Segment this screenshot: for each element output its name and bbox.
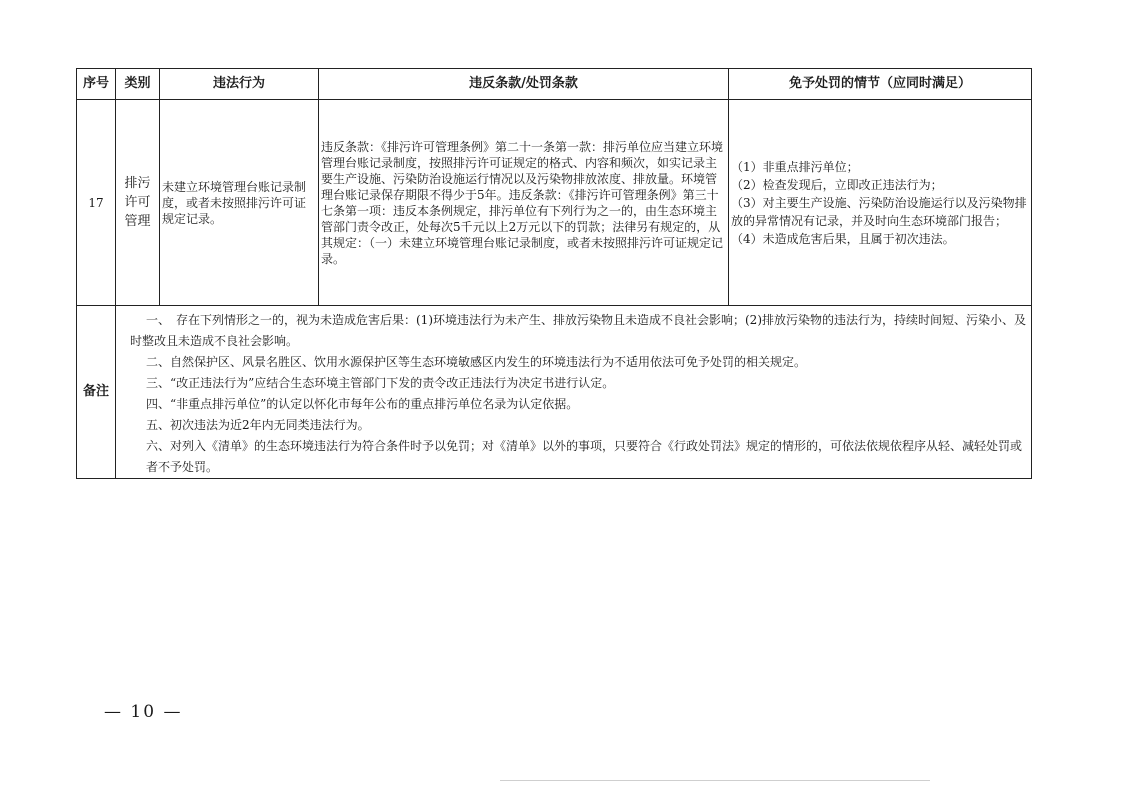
notes-label: 备注 [77,306,116,479]
note-item: 六、对列入《清单》的生态环境违法行为符合条件时予以免罚；对《清单》以外的事项，只要符合《行政处罚法》规定的情形的，可依法依规依程序从轻、减轻处罚或者不予处罚。 [146,439,1023,474]
header-category: 类别 [116,69,160,100]
exemption-item: （3）对主要生产设施、污染防治设施运行以及污染物排放的异常情况有记录，并及时向生态环境部门报告； [731,195,1027,228]
table-header-row [77,69,1032,100]
exemption-item: （4）未造成危害后果，且属于初次违法。 [731,231,955,246]
notes-row [77,306,1032,479]
header-behavior: 违法行为 [160,69,319,100]
scan-edge-rule [500,780,930,781]
note-item: 二、自然保护区、风景名胜区、饮用水源保护区等生态环境敏感区内发生的环境违法行为不适用依法可免予处罚的相关规定。 [146,355,807,369]
row-clause: 违反条款：《排污许可管理条例》第二十一条第一款：排污单位应当建立环境管理台账记录制度，按照排污许可证规定的格式、内容和频次，如实记录主要生产设施、污染防治设施运行情况以及污染物排放浓度、排放量。环境管理台账记录保存期限不得少于5年。违反条款：《排污许可管理条例》第三十七条第一项：违反本条例规定，排污单位有下列行为之一的，由生态环境主管部门责令改正，处每次5千元以上2万元以下的罚款；法律另有规定的，从其规定：（一）未建立环境管理台账记录制度，或者未按照排污许可证规定记录。 [321,140,724,266]
header-exemption: 免予处罚的情节（应同时满足） [729,69,1032,100]
page-number: — 10 — [104,702,183,722]
penalty-exemption-table [76,68,1032,479]
note-item: 一、 存在下列情形之一的，视为未造成危害后果：(1)环境违法行为未产生、排放污染物且未造成不良社会影响；(2)排放污染物的违法行为，持续时间短、污染小、及时整改且未造成不良社会影响。 [130,313,1027,348]
notes-list [116,306,1031,478]
row-category: 排污许可管理 [124,176,151,229]
note-item: 四、“非重点排污单位”的认定以怀化市每年公布的重点排污单位名录为认定依据。 [146,397,579,411]
note-item: 五、初次违法为近2年内无同类违法行为。 [146,418,370,432]
table-row [77,100,1032,306]
header-clause: 违反条款/处罚条款 [319,69,729,100]
header-num: 序号 [77,69,116,100]
row-exemption-list [729,158,1031,248]
exemption-item: （2）检查发现后，立即改正违法行为； [731,177,943,192]
note-item: 三、“改正违法行为”应结合生态环境主管部门下发的责令改正违法行为决定书进行认定。 [146,376,615,390]
exemption-item: （1）非重点排污单位； [731,159,859,174]
row-number: 17 [77,100,116,306]
row-behavior: 未建立环境管理台账记录制度，或者未按照排污许可证规定记录。 [162,179,307,226]
